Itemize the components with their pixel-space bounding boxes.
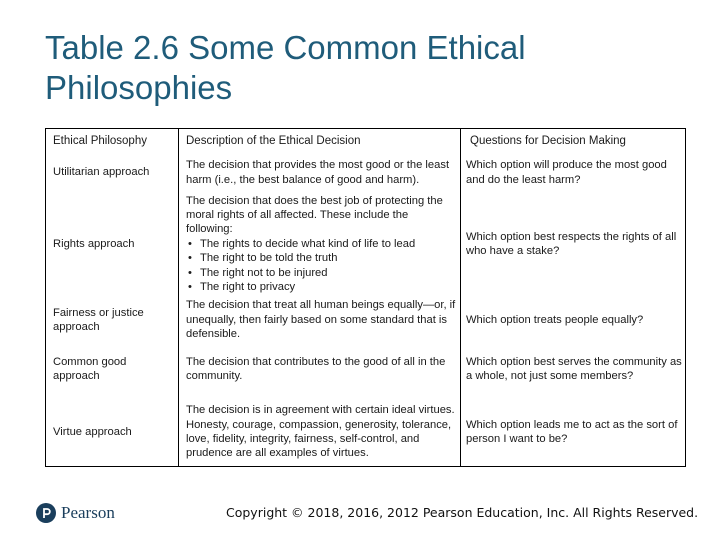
table-row-philosophy bbox=[53, 345, 175, 393]
rights-list bbox=[186, 237, 456, 295]
list-item: • The right to be told the truth bbox=[186, 251, 456, 265]
column-divider bbox=[178, 129, 179, 466]
header-description bbox=[186, 131, 456, 151]
table-row-philosophy bbox=[53, 397, 175, 467]
table-row-philosophy bbox=[53, 295, 175, 345]
question-text: Which option best serves the community as a whole, not just some members? bbox=[466, 355, 682, 382]
table-row-question bbox=[466, 397, 684, 467]
question-text: Which option best respects the rights of all who have a stake? bbox=[466, 230, 677, 257]
philosophy-label: Fairness or justice approach bbox=[53, 306, 144, 333]
description-text: The decision that contributes to the good of all in the community. bbox=[186, 355, 446, 382]
header-philosophy-label: Ethical Philosophy bbox=[53, 134, 147, 147]
table-row-description bbox=[186, 151, 456, 194]
pearson-logo bbox=[36, 500, 115, 526]
table-row-philosophy bbox=[53, 151, 175, 194]
table-row-philosophy bbox=[53, 194, 175, 294]
pearson-wordmark: Pearson bbox=[61, 503, 115, 522]
philosophy-label: Virtue approach bbox=[53, 425, 132, 438]
slide-title: Table 2.6 Some Common Ethical Philosophies bbox=[45, 29, 526, 106]
list-item: • The right not to be injured bbox=[186, 266, 456, 280]
philosophy-label: Utilitarian approach bbox=[53, 166, 150, 179]
copyright-notice: Copyright © 2018, 2016, 2012 Pearson Education, Inc. All Rights Reserved. bbox=[226, 505, 699, 520]
philosophy-label: Rights approach bbox=[53, 237, 135, 250]
table-row-description bbox=[186, 194, 456, 294]
table-row-question bbox=[466, 151, 684, 194]
philosophy-label: Common good approach bbox=[53, 355, 127, 382]
header-description-label: Description of the Ethical Decision bbox=[186, 134, 361, 147]
question-text: Which option leads me to act as the sort of person I want to be? bbox=[466, 418, 678, 445]
list-item: • The right to privacy bbox=[186, 280, 456, 294]
description-text: The decision that treat all human beings equally—or, if unequally, then fairly based on some standard that is defensible. bbox=[186, 299, 456, 341]
list-item: • The rights to decide what kind of life to lead bbox=[186, 237, 456, 251]
table-row-description bbox=[186, 397, 466, 467]
description-text: The decision is in agreement with certain ideal virtues. Honesty, courage, compassion, generosity, tolerance, love, fidelity, integrity, fairness, self-control, and prudence are all examples of virtues. bbox=[186, 404, 455, 460]
pearson-p-icon bbox=[36, 503, 56, 523]
table-row-description bbox=[186, 345, 456, 393]
table-row-question bbox=[466, 295, 684, 345]
header-philosophy bbox=[53, 131, 175, 151]
table-row-question bbox=[466, 194, 684, 294]
description-text: The decision that provides the most good or the least harm (i.e., the best balance of good and harm). bbox=[186, 159, 450, 186]
description-text: The decision that does the best job of protecting the moral rights of all affected. These include the following: bbox=[186, 194, 443, 236]
question-text: Which option will produce the most good and do the least harm? bbox=[466, 159, 667, 186]
table-row-question bbox=[466, 345, 684, 393]
question-text: Which option treats people equally? bbox=[466, 313, 644, 326]
ethics-table bbox=[45, 128, 686, 467]
header-questions bbox=[470, 131, 684, 151]
header-questions-label: Questions for Decision Making bbox=[470, 134, 626, 147]
table-row-description bbox=[186, 295, 466, 345]
